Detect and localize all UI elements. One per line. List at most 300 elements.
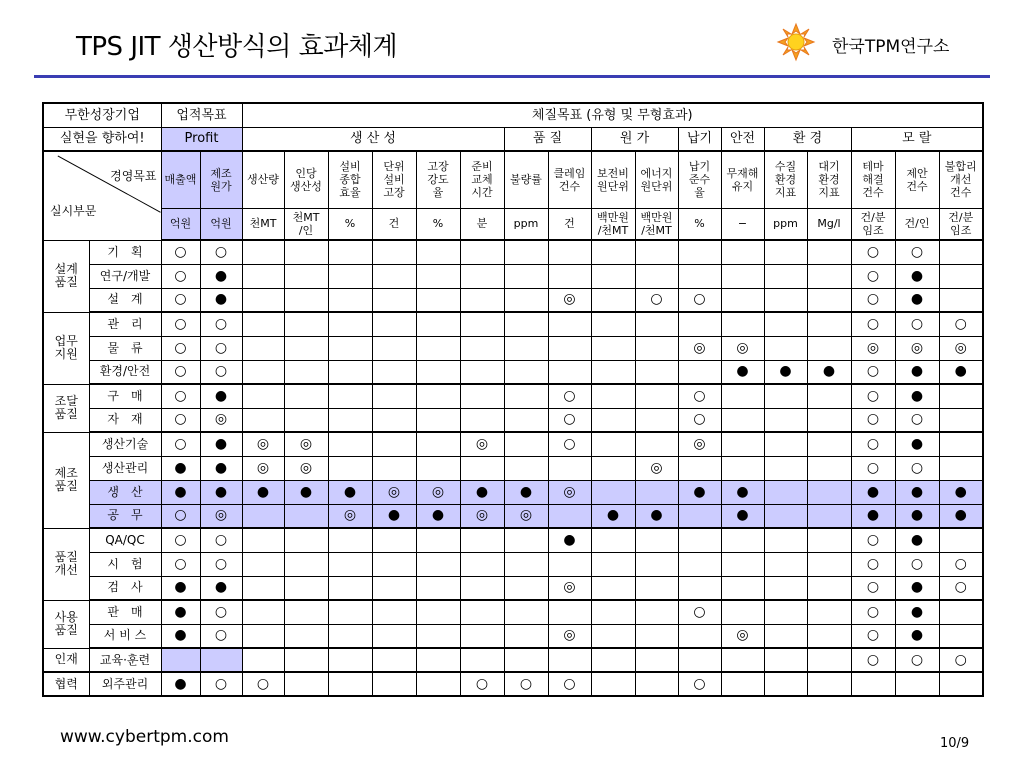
effect-cell [548,240,591,264]
effect-cell [242,312,284,336]
effect-cell [591,336,635,360]
effect-cell [416,600,460,624]
effect-cell [328,672,372,696]
effect-cell [591,672,635,696]
effect-cell [504,312,548,336]
effect-cell [764,408,807,432]
effect-cell [460,648,504,672]
effect-cell [548,600,591,624]
effect-cell: ● [721,360,764,384]
effect-cell [721,408,764,432]
effect-cell [635,552,678,576]
effect-cell: ○ [242,672,284,696]
effect-cell: ◎ [372,480,416,504]
effect-cell [635,600,678,624]
row-dept-name: 물 류 [89,336,161,360]
slide-title: TPS JIT 생산방식의 효과체계 [76,32,398,62]
effect-cell: ● [721,480,764,504]
effect-cell [678,240,721,264]
effect-cell: ◎ [678,336,721,360]
effect-cell [764,312,807,336]
effect-cell [460,552,504,576]
effect-cell: ● [284,480,328,504]
effect-cell [678,264,721,288]
table-row [43,288,983,312]
effect-cell: ○ [851,384,895,408]
section-label: 설계 품질 [43,240,89,312]
effect-cell [678,360,721,384]
effect-cell [548,312,591,336]
table-row [43,648,983,672]
effect-cell: ○ [161,240,200,264]
effect-cell: ◎ [242,432,284,456]
effect-cell [764,648,807,672]
effect-cell [504,408,548,432]
column-header: 클레임 건수 [548,151,591,208]
effect-cell [416,552,460,576]
effect-cell [635,408,678,432]
effect-cell [242,624,284,648]
effect-cell [372,432,416,456]
table-row [43,576,983,600]
effect-cell [284,624,328,648]
effect-cell [939,264,983,288]
effect-cell [807,432,851,456]
effect-cell [460,384,504,408]
effect-cell: ◎ [504,504,548,528]
section-label: 제조 품질 [43,432,89,528]
effect-cell [460,600,504,624]
effect-cell [284,312,328,336]
effect-cell: ● [851,480,895,504]
effect-cell [678,648,721,672]
effect-cell [764,288,807,312]
effect-cell: ○ [161,384,200,408]
effect-cell: ○ [895,456,939,480]
effect-cell [851,672,895,696]
effect-cell: ○ [200,552,242,576]
effect-cell: ○ [678,408,721,432]
column-header: 테마 해결 건수 [851,151,895,208]
effect-cell: ● [895,288,939,312]
column-header: 제안 건수 [895,151,939,208]
effect-cell [591,576,635,600]
unit-cell: % [416,208,460,240]
diagonal-divider [44,152,161,240]
effect-cell [416,648,460,672]
effect-cell: ◎ [851,336,895,360]
effect-cell [635,384,678,408]
effect-cell [678,552,721,576]
effect-cell [460,336,504,360]
effect-cell: ○ [200,312,242,336]
section-label: 업무 지원 [43,312,89,384]
effect-cell [591,600,635,624]
effect-cell [328,288,372,312]
effect-cell [807,408,851,432]
effect-cell [504,456,548,480]
dept-label: 실시부문 [50,203,97,218]
effect-cell [548,504,591,528]
effect-cell [591,552,635,576]
table-row [43,600,983,624]
effect-cell [764,600,807,624]
effect-cell [721,240,764,264]
effect-cell: ◎ [548,624,591,648]
effect-cell: ● [460,480,504,504]
effect-cell: ○ [678,672,721,696]
row-dept-name: 교육·훈련 [89,648,161,672]
effect-cell [372,336,416,360]
effect-cell [460,360,504,384]
effect-cell: ○ [161,336,200,360]
effect-cell [242,648,284,672]
effect-cell [328,648,372,672]
effect-cell [416,456,460,480]
effect-cell: ○ [851,288,895,312]
effect-cell: ○ [504,672,548,696]
effect-cell [328,360,372,384]
profit-header: Profit [161,127,242,151]
effect-cell: ● [895,576,939,600]
effect-cell [764,384,807,408]
effect-cell [939,456,983,480]
column-header: 매출액 [161,151,200,208]
effect-cell [635,432,678,456]
table-row [43,552,983,576]
effect-cell [284,504,328,528]
effect-cell [764,480,807,504]
effect-cell [328,240,372,264]
effect-cell [635,312,678,336]
effect-cell [764,336,807,360]
effect-cell: ● [807,360,851,384]
effect-cell [372,264,416,288]
effect-cell [764,552,807,576]
effect-cell [416,384,460,408]
effect-cell: ○ [161,528,200,552]
column-header: 단위 설비 고장 [372,151,416,208]
row-dept-name: 생 산 [89,480,161,504]
effect-cell: ● [895,384,939,408]
row-dept-name: 설 계 [89,288,161,312]
corner-header-cell [43,151,161,240]
effect-cell: ○ [200,336,242,360]
effect-cell [764,576,807,600]
effect-cell [242,240,284,264]
effect-cell: ○ [161,288,200,312]
effect-cell: ◎ [721,336,764,360]
effect-cell [504,600,548,624]
effect-cell [372,384,416,408]
effect-cell: ● [895,264,939,288]
effect-cell [807,600,851,624]
unit-cell: 억원 [161,208,200,240]
column-header: 에너지 원단위 [635,151,678,208]
effect-cell [460,624,504,648]
row-dept-name: 자 재 [89,408,161,432]
unit-cell: 건 [372,208,416,240]
effect-cell [939,432,983,456]
unit-cell: % [678,208,721,240]
effect-cell [721,312,764,336]
row-dept-name: 외주관리 [89,672,161,696]
effect-cell [635,672,678,696]
column-header: 제조 원가 [200,151,242,208]
effect-cell [416,408,460,432]
effect-cell [591,360,635,384]
effect-cell [591,624,635,648]
effect-cell [242,264,284,288]
effect-cell [939,528,983,552]
section-label: 품질 개선 [43,528,89,600]
title-divider [34,75,990,78]
effect-cell [939,288,983,312]
effect-cell [416,576,460,600]
section-label: 조달 품질 [43,384,89,432]
effect-cell [372,552,416,576]
table-row [43,408,983,432]
unit-cell: Mg/l [807,208,851,240]
effect-cell [161,648,200,672]
effect-cell [504,240,548,264]
effect-cell [284,336,328,360]
effect-cell: ◎ [548,288,591,312]
effect-cell: ○ [548,384,591,408]
group-safety: 안전 [721,127,764,151]
effect-cell [635,576,678,600]
effect-cell [635,624,678,648]
effect-cell [504,264,548,288]
effect-cell [504,576,548,600]
effect-cell [460,288,504,312]
row-dept-name: 판 매 [89,600,161,624]
effect-cell [328,312,372,336]
effect-cell [721,264,764,288]
effect-cell: ● [591,504,635,528]
effect-cell [591,384,635,408]
effect-cell [939,240,983,264]
effect-cell [242,336,284,360]
effect-cell: ○ [678,600,721,624]
effect-cell: ● [895,432,939,456]
quality-goal-header: 체질목표 (유형 및 무형효과) [242,103,983,127]
effect-cell [242,408,284,432]
effect-cell [372,360,416,384]
effect-cell: ● [328,480,372,504]
effect-cell: ○ [939,576,983,600]
column-header: 불합리 개선 건수 [939,151,983,208]
group-quality: 품 질 [504,127,591,151]
effect-cell [548,648,591,672]
effect-cell [764,456,807,480]
effect-cell: ● [161,576,200,600]
table-row [43,240,983,264]
effect-cell: ● [635,504,678,528]
effect-cell [635,648,678,672]
effect-cell: ◎ [895,336,939,360]
effect-cell: ◎ [242,456,284,480]
matrix-body [43,103,983,696]
effect-cell [284,648,328,672]
effect-cell: ○ [200,360,242,384]
unit-cell: 건/분 임조 [851,208,895,240]
effect-cell [807,624,851,648]
effect-cell [764,240,807,264]
effect-cell: ● [895,480,939,504]
effect-cell: ○ [200,240,242,264]
effect-cell: ● [372,504,416,528]
row-dept-name: 공 무 [89,504,161,528]
effect-cell [284,576,328,600]
effect-cell: ○ [851,408,895,432]
effect-cell: ○ [939,648,983,672]
table-row [43,264,983,288]
effect-cell [591,240,635,264]
group-morale: 모 랄 [851,127,983,151]
row-dept-name: 환경/안전 [89,360,161,384]
effect-cell: ○ [200,600,242,624]
effect-cell [328,528,372,552]
effect-cell [807,480,851,504]
effect-cell [721,672,764,696]
effect-cell [807,576,851,600]
effect-cell [416,672,460,696]
column-header: 대기 환경 지표 [807,151,851,208]
effect-cell [807,456,851,480]
effect-cell: ◎ [284,432,328,456]
effect-cell [284,360,328,384]
effect-cell [635,240,678,264]
table-row [43,432,983,456]
effect-cell [591,288,635,312]
effect-cell: ◎ [721,624,764,648]
effect-cell [548,336,591,360]
effect-cell [504,336,548,360]
effect-cell [764,624,807,648]
effect-cell [548,552,591,576]
effect-cell [807,504,851,528]
effect-cell: ● [895,600,939,624]
row-dept-name: 기 획 [89,240,161,264]
effect-cell [635,360,678,384]
row-dept-name: 생산기술 [89,432,161,456]
effect-cell: ○ [200,624,242,648]
section-label: 협력 [43,672,89,696]
effect-cell [939,672,983,696]
effect-cell: ◎ [200,504,242,528]
effect-cell [807,312,851,336]
effect-cell: ● [161,600,200,624]
effect-cell: ○ [548,432,591,456]
effect-cell: ● [161,624,200,648]
effect-cell: ● [200,384,242,408]
effect-cell: ○ [895,408,939,432]
effect-cell [591,648,635,672]
effect-cell: ○ [895,240,939,264]
effect-cell: ◎ [416,480,460,504]
effect-cell [807,648,851,672]
effect-cell: ● [895,504,939,528]
table-row [43,384,983,408]
table-row [43,624,983,648]
effect-cell [242,360,284,384]
effect-cell [284,552,328,576]
effect-cell [591,312,635,336]
effect-cell [284,528,328,552]
unit-cell: % [328,208,372,240]
effect-cell [591,456,635,480]
unit-cell: 천MT /인 [284,208,328,240]
effect-cell [807,552,851,576]
effect-cell [635,264,678,288]
effect-cell [416,240,460,264]
row-dept-name: 연구/개발 [89,264,161,288]
effect-cell [635,528,678,552]
effect-cell: ◎ [284,456,328,480]
effect-cell [416,528,460,552]
section-label: 사용 품질 [43,600,89,648]
effect-cell: ○ [851,528,895,552]
effect-cell: ● [200,264,242,288]
group-cost: 원 가 [591,127,678,151]
effect-cell: ○ [460,672,504,696]
effect-cell: ● [416,504,460,528]
effect-cell [635,336,678,360]
effect-cell [328,456,372,480]
effect-cell: ○ [161,264,200,288]
effect-cell [764,432,807,456]
page-number: 10/9 [940,736,970,751]
effect-cell [807,672,851,696]
effect-cell: ● [939,360,983,384]
row-dept-name: 서 비 스 [89,624,161,648]
row-dept-name: 관 리 [89,312,161,336]
group-delivery: 납기 [678,127,721,151]
effect-cell: ○ [161,432,200,456]
effect-cell: ○ [548,408,591,432]
effect-cell [460,576,504,600]
effect-cell: ● [851,504,895,528]
effect-cell [591,408,635,432]
effect-cell [416,264,460,288]
effect-cell [416,360,460,384]
top-left-slogan-1: 무한성장기업 [43,103,161,127]
effect-cell: ○ [678,384,721,408]
effect-cell [284,264,328,288]
sun-logo-icon [776,22,816,62]
effect-cell: ◎ [460,432,504,456]
effect-cell [504,384,548,408]
effect-cell [416,312,460,336]
effect-cell [372,624,416,648]
effect-cell: ◎ [200,408,242,432]
effect-cell [416,288,460,312]
effect-cell [460,408,504,432]
row-dept-name: QA/QC [89,528,161,552]
row-dept-name: 생산관리 [89,456,161,480]
effect-cell [284,600,328,624]
column-header: 무재해 유지 [721,151,764,208]
effect-cell [460,528,504,552]
effect-cell [764,504,807,528]
footer-url-link[interactable]: www.cybertpm.com [60,727,229,747]
effect-cell [678,504,721,528]
effect-cell: ○ [161,312,200,336]
effect-cell [460,456,504,480]
row-dept-name: 시 험 [89,552,161,576]
unit-cell: 건/분 임조 [939,208,983,240]
